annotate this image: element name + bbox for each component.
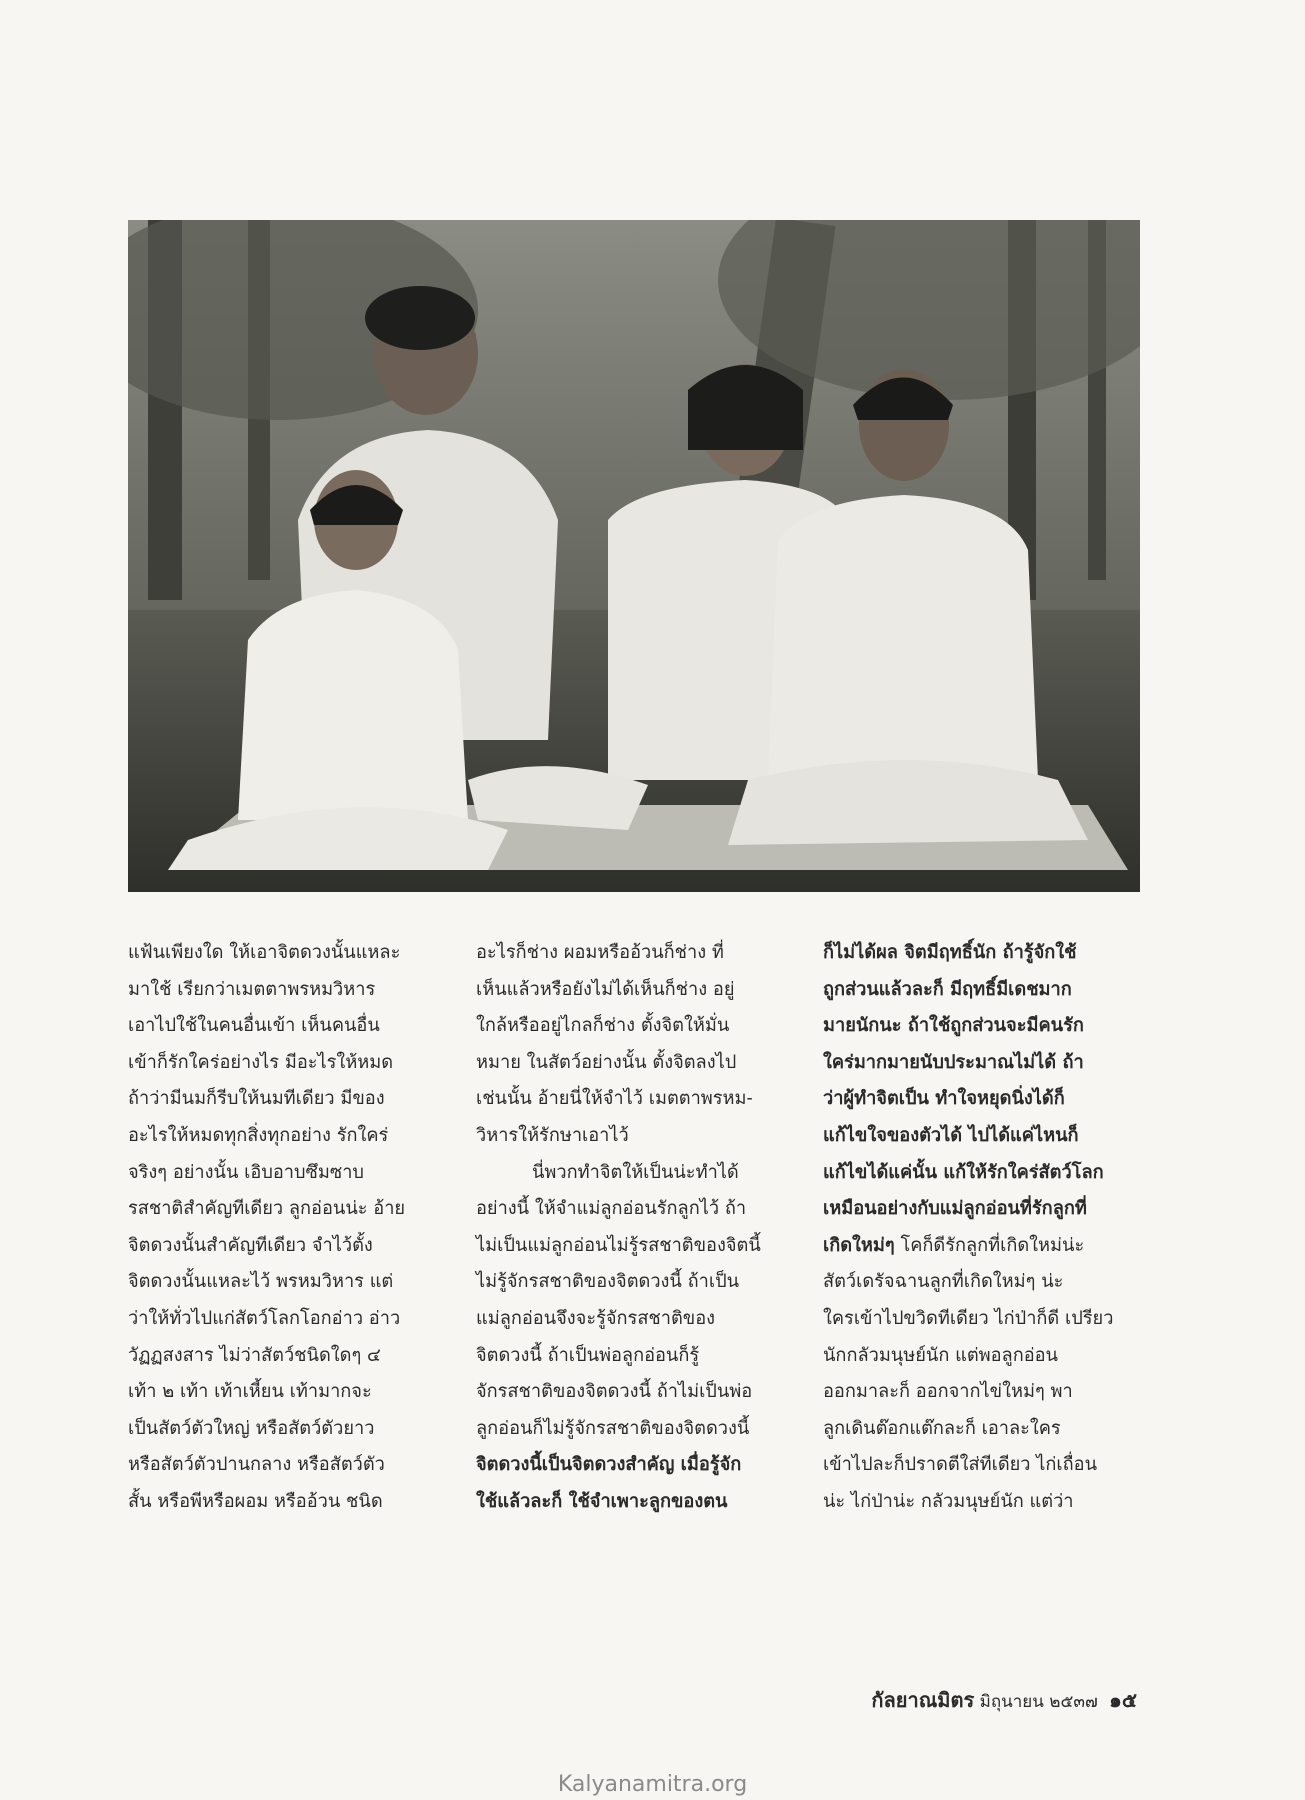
column-3-line: สัตว์เดรัจฉานลูกที่เกิดใหม่ๆ น่ะ — [823, 1271, 1064, 1293]
column-1-line: จิตดวงนั้นสำคัญทีเดียว จำไว้ตั้ง — [128, 1234, 373, 1256]
column-2-line: เช่นนั้น อ้ายนี่ให้จำไว้ เมตตาพรหม- — [476, 1088, 753, 1110]
column-3-bold-line: ว่าผู้ทำจิตเป็น ทำใจหยุดนิ่งได้ก็ — [823, 1088, 1065, 1110]
column-1-line: หรือสัตว์ตัวปานกลาง หรือสัตว์ตัว — [128, 1454, 385, 1476]
text-column-3 — [823, 935, 1141, 1521]
column-3-bold-line: ใคร่มากมายนับประมาณไม่ได้ ถ้า — [823, 1051, 1084, 1073]
column-1-line: สั้น หรือพีหรือผอม หรืออ้วน ชนิด — [128, 1490, 383, 1512]
issue-date: มิถุนายน ๒๕๓๗ — [979, 1692, 1098, 1712]
column-1-line: เข้าก็รักใคร่อย่างไร มีอะไรให้หมด — [128, 1051, 394, 1073]
magazine-title: กัลยาณมิตร — [871, 1688, 975, 1712]
column-1-line: จิตดวงนั้นแหละไว้ พรหมวิหาร แต่ — [128, 1271, 394, 1293]
column-1-line: รสชาติสำคัญทีเดียว ลูกอ่อนน่ะ อ้าย — [128, 1198, 406, 1220]
family-portrait-photo — [128, 220, 1140, 892]
column-2-line: ลูกอ่อนก็ไม่รู้จักรสชาติของจิตดวงนี้ — [476, 1417, 750, 1439]
column-1-line: วัฏฏสงสาร ไม่ว่าสัตว์ชนิดใดๆ ๔ — [128, 1344, 381, 1366]
column-1-line: ถ้าว่ามีนมก็รีบให้นมทีเดียว มีของ — [128, 1088, 385, 1110]
column-2-line: อย่างนี้ ให้จำแม่ลูกอ่อนรักลูกไว้ ถ้า — [476, 1198, 747, 1220]
column-1-line: เอาไปใช้ในคนอื่นเข้า เห็นคนอื่น — [128, 1015, 380, 1037]
column-3-line: เข้าไปละก็ปราดตีใส่ทีเดียว ไก่เถื่อน — [823, 1454, 1098, 1476]
column-2-line: ใกล้หรืออยู่ไกลก็ช่าง ตั้งจิตให้มั่น — [476, 1015, 730, 1037]
column-2-line: ไม่เป็นแม่ลูกอ่อนไม่รู้รสชาติของจิตนี้ — [476, 1234, 761, 1256]
column-2-line: ไม่รู้จักรสชาติของจิตดวงนี้ ถ้าเป็น — [476, 1271, 740, 1293]
column-3-line: ลูกเดินต๊อกแต๊กละก็ เอาละใคร — [823, 1417, 1061, 1439]
column-2-line: แม่ลูกอ่อนจึงจะรู้จักรสชาติของ — [476, 1307, 716, 1329]
column-3-bold-line: แก้ไขได้แค่นั้น แก้ให้รักใคร่สัตว์โลก — [823, 1161, 1104, 1183]
column-2-bold-line: จิตดวงนี้เป็นจิตดวงสำคัญ เมื่อรู้จัก — [476, 1454, 742, 1476]
page-footer — [871, 1684, 1137, 1716]
column-1-line: แฟ้นเพียงใด ให้เอาจิตดวงนั้นแหละ — [128, 942, 401, 963]
column-2-bold-line: ใช้แล้วละก็ ใช้จำเพาะลูกของตน — [476, 1490, 728, 1512]
column-2-line: วิหารให้รักษาเอาไว้ — [476, 1124, 629, 1146]
column-3-line: ออกมาละก็ ออกจากไข่ใหม่ๆ พา — [823, 1381, 1073, 1403]
column-2-line: เห็นแล้วหรือยังไม่ได้เห็นก็ช่าง อยู่ — [476, 978, 735, 1000]
column-2-paragraph-start: นี่พวกทำจิตให้เป็นน่ะทำได้ — [532, 1161, 739, 1183]
column-3-bold-line: ถูกส่วนแล้วละก็ มีฤทธิ์มีเดชมาก — [823, 978, 1072, 1000]
text-column-1 — [128, 935, 446, 1521]
column-2-line: จักรสชาติของจิตดวงนี้ ถ้าไม่เป็นพ่อ — [476, 1381, 753, 1403]
column-1-line: ว่าให้ทั่วไปแก่สัตว์โลกโอกอ่าว อ่าว — [128, 1307, 401, 1329]
photo-illustration — [128, 220, 1140, 892]
column-1-line: มาใช้ เรียกว่าเมตตาพรหมวิหาร — [128, 978, 376, 1000]
column-3-line: น่ะ ไก่ป่าน่ะ กลัวมนุษย์นัก แต่ว่า — [823, 1490, 1074, 1512]
column-3-bold-line: มายนักนะ ถ้าใช้ถูกส่วนจะมีคนรัก — [823, 1015, 1084, 1037]
column-3-bold-fragment: เกิดใหม่ๆ — [823, 1234, 895, 1256]
column-1-line: อะไรให้หมดทุกสิ่งทุกอย่าง รักใคร่ — [128, 1124, 389, 1146]
column-3-line: นักกลัวมนุษย์นัก แต่พอลูกอ่อน — [823, 1344, 1058, 1366]
column-2-line: อะไรก็ช่าง ผอมหรืออ้วนก็ช่าง ที่ — [476, 942, 724, 963]
column-3-line: ใครเข้าไปขวิดทีเดียว ไก่ป่าก็ดี เปรียว — [823, 1307, 1114, 1329]
column-1-line: จริงๆ อย่างนั้น เอิบอาบซึมซาบ — [128, 1161, 364, 1183]
column-2-line: หมาย ในสัตว์อย่างนั้น ตั้งจิตลงไป — [476, 1051, 737, 1073]
column-2-line: จิตดวงนี้ ถ้าเป็นพ่อลูกอ่อนก็รู้ — [476, 1344, 700, 1366]
column-1-line: เท้า ๒ เท้า เท้าเหี้ยน เท้ามากจะ — [128, 1381, 372, 1403]
column-3-line-fragment: โคก็ดีรักลูกที่เกิดใหม่น่ะ — [894, 1234, 1085, 1256]
page-number: ๑๕ — [1109, 1688, 1137, 1712]
column-1-line: เป็นสัตว์ตัวใหญ่ หรือสัตว์ตัวยาว — [128, 1417, 375, 1439]
column-3-bold-line: เหมือนอย่างกับแม่ลูกอ่อนที่รักลูกที่ — [823, 1198, 1087, 1220]
column-3-bold-line: ก็ไม่ได้ผล จิตมีฤทธิ์นัก ถ้ารู้จักใช้ — [823, 942, 1077, 963]
column-3-bold-line: แก้ไขใจของตัวได้ ไปได้แค่ไหนก็ — [823, 1124, 1079, 1146]
watermark-text: Kalyanamitra.org — [557, 1772, 748, 1797]
column-3-mixed-line — [823, 1228, 1141, 1265]
text-column-2 — [476, 935, 794, 1521]
